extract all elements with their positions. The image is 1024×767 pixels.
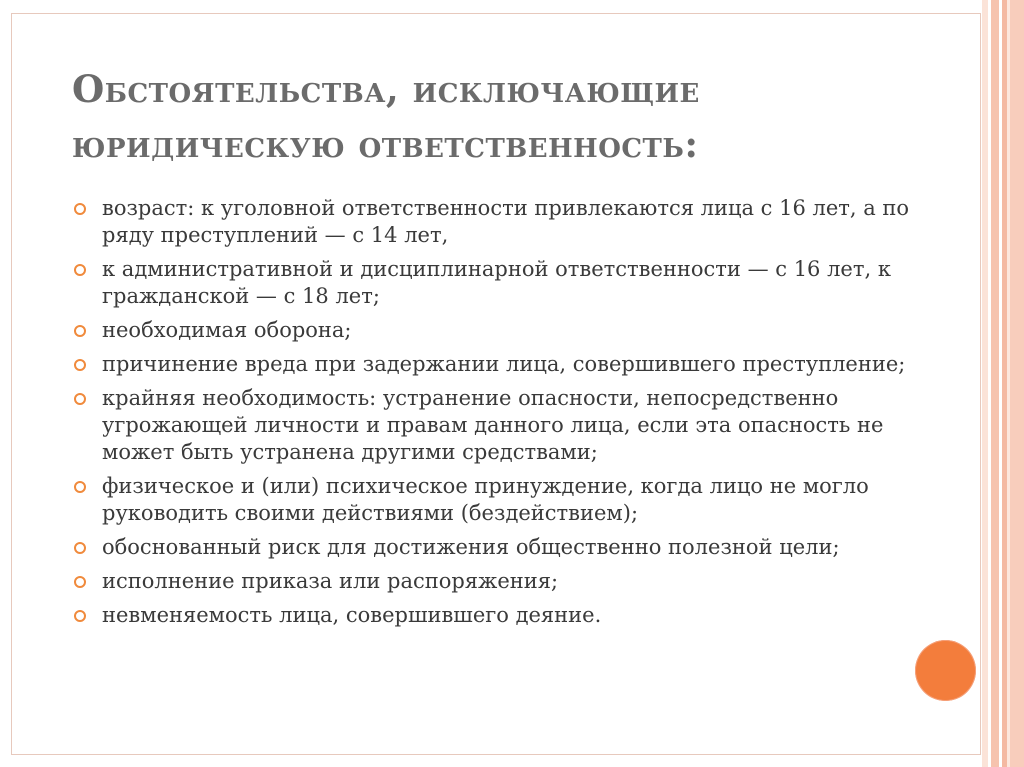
bullet-list <box>74 195 934 636</box>
list-item <box>74 317 934 344</box>
ring-bullet-icon <box>74 542 86 554</box>
list-item-text: к административной и дисциплинарной ответственности — с 16 лет, к гражданской — с 18 лет; <box>102 257 891 308</box>
ring-bullet-icon <box>74 325 86 337</box>
list-item-text: обоснованный риск для достижения общественно полезной цели; <box>102 535 840 559</box>
ring-bullet-icon <box>74 576 86 588</box>
list-item <box>74 351 934 378</box>
slide-frame <box>11 13 981 755</box>
ring-bullet-icon <box>74 359 86 371</box>
slide-title: Обстоятельства, исключающие юридическую ответственность: <box>72 67 700 166</box>
ring-bullet-icon <box>74 203 86 215</box>
stripe <box>991 0 999 767</box>
list-item-text: исполнение приказа или распоряжения; <box>102 569 559 593</box>
list-item <box>74 473 934 527</box>
ring-bullet-icon <box>74 610 86 622</box>
list-item <box>74 256 934 310</box>
list-item <box>74 568 934 595</box>
list-item-text: причинение вреда при задержании лица, совершившего преступление; <box>102 352 906 376</box>
list-item <box>74 602 934 629</box>
list-item-text: невменяемость лица, совершившего деяние. <box>102 603 602 627</box>
list-item-text: необходимая оборона; <box>102 318 352 342</box>
ring-bullet-icon <box>74 393 86 405</box>
decorative-stripes <box>982 0 1024 767</box>
list-item <box>74 385 934 466</box>
ring-bullet-icon <box>74 264 86 276</box>
stripe <box>1010 0 1024 767</box>
list-item <box>74 534 934 561</box>
list-item-text: крайняя необходимость: устранение опасности, непосредственно угрожающей личности и правам данного лица, если эта опасность не может быть устранена другими средствами; <box>102 386 884 464</box>
ring-bullet-icon <box>74 481 86 493</box>
list-item <box>74 195 934 249</box>
list-item-text: физическое и (или) психическое принуждение, когда лицо не могло руководить своими действиями (бездействием); <box>102 474 869 525</box>
list-item-text: возраст: к уголовной ответственности привлекаются лица с 16 лет, а по ряду преступлений — с 14 лет, <box>102 196 910 247</box>
decorative-circle-icon <box>915 640 976 701</box>
